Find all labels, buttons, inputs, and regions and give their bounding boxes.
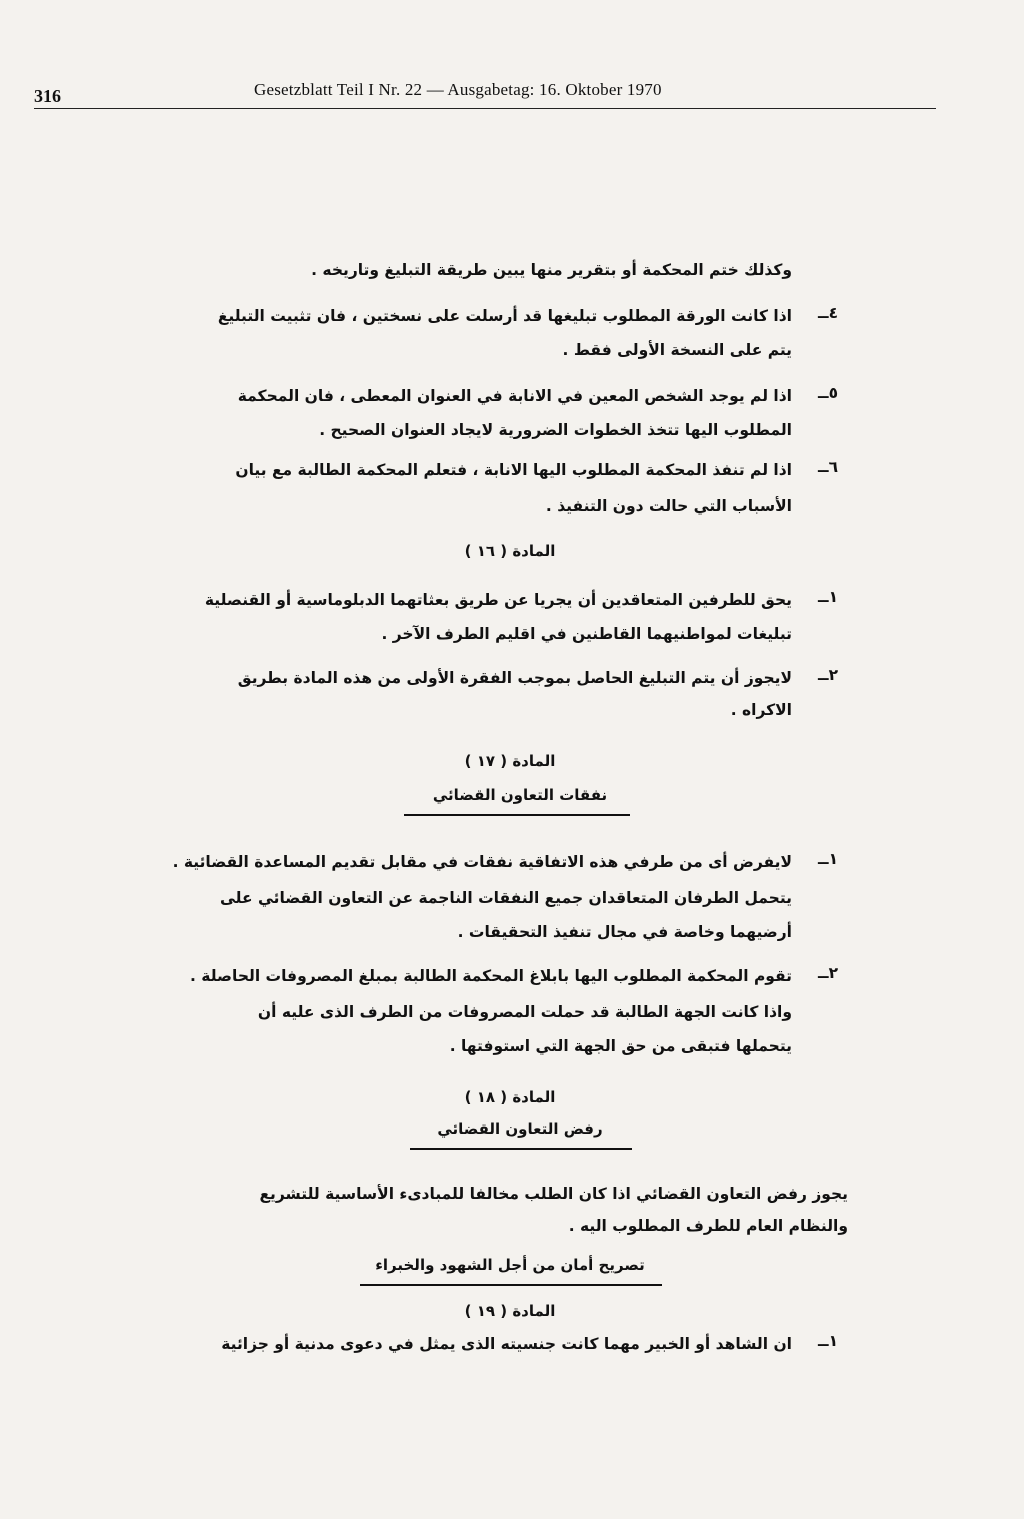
item-number: ٥ــ [818,384,839,402]
item-number: ٤ــ [818,304,839,322]
article-19-heading: المادة ( ١٩ ) [464,1302,556,1320]
paragraph-line: اذا لم يوجد الشخص المعين في الانابة في العنوان المعطى ، فان المحكمة [237,387,792,405]
item-number: ١ــ [818,1332,839,1350]
item-number: ١ــ [818,850,839,868]
paragraph-line: تبليغات لمواطنيهما القاطنين في اقليم الطرف الآخر . [381,625,792,643]
paragraph-line: واذا كانت الجهة الطالبة قد حملت المصروفات من الطرف الذى عليه أن [257,1003,792,1021]
header-rule [34,108,936,109]
item-number: ١ــ [818,588,839,606]
intro-line: وكذلك ختم المحكمة أو بتقرير منها يبين طريقة التبليغ وتاريخه . [311,261,792,279]
paragraph-line: لايجوز أن يتم التبليغ الحاصل بموجب الفقرة الأولى من هذه المادة بطريق [237,669,792,687]
paragraph-line: يتحملها فتبقى من حق الجهة التي استوفتها . [449,1037,792,1055]
paragraph-line: يتم على النسخة الأولى فقط . [562,341,792,359]
paragraph-line: يجوز رفض التعاون القضائي اذا كان الطلب مخالفا للمبادىء الأساسية للتشريع [259,1185,848,1203]
item-number: ٢ــ [818,964,839,982]
article-18-heading: المادة ( ١٨ ) [464,1088,556,1106]
article-16-heading: المادة ( ١٦ ) [464,542,556,560]
paragraph-line: الاكراه . [730,701,792,719]
paragraph-line: اذا لم تنفذ المحكمة المطلوب اليها الانابة ، فتعلم المحكمة الطالبة مع بيان [235,461,792,479]
article-18-subheading: رفض التعاون القضائي [437,1120,603,1138]
header-title: Gesetzblatt Teil I Nr. 22 — Ausgabetag: 16. Oktober 1970 [254,80,662,99]
paragraph-line: يتحمل الطرفان المتعاقدان جميع النفقات الناجمة عن التعاون القضائي على [219,889,792,907]
paragraph-line: المطلوب اليها تتخذ الخطوات الضرورية لايجاد العنوان الصحيح . [319,421,792,439]
paragraph-line: يحق للطرفين المتعاقدين أن يجريا عن طريق بعثاتهما الدبلوماسية أو القنصلية [204,591,792,609]
item-number: ٦ــ [818,458,839,476]
page-number: 316 [34,86,61,106]
article-17-subheading: نفقات التعاون القضائي [432,786,608,804]
paragraph-line: ان الشاهد أو الخبير مهما كانت جنسيته الذى يمثل في دعوى مدنية أو جزائية [221,1335,792,1353]
paragraph-line: لايفرض أى من طرفي هذه الاتفاقية نفقات في مقابل تقديم المساعدة القضائية . [172,853,792,871]
paragraph-line: أرضيهما وخاصة في مجال تنفيذ التحقيقات . [457,923,792,941]
item-number: ٢ــ [818,666,839,684]
paragraph-line: تقوم المحكمة المطلوب اليها بابلاغ المحكمة الطالبة بمبلغ المصروفات الحاصلة . [190,967,792,985]
article-17-heading: المادة ( ١٧ ) [464,752,556,770]
paragraph-line: اذا كانت الورقة المطلوب تبليغها قد أرسلت على نسختين ، فان تثبيت التبليغ [217,307,792,325]
page-header [34,78,936,106]
section-title: تصريح أمان من أجل الشهود والخبراء [375,1256,645,1274]
subheading-underline [404,814,630,816]
subheading-underline [410,1148,632,1150]
paragraph-line: الأسباب التي حالت دون التنفيذ . [545,497,792,515]
section-title-underline [360,1284,662,1286]
paragraph-line: والنظام العام للطرف المطلوب اليه . [568,1217,848,1235]
